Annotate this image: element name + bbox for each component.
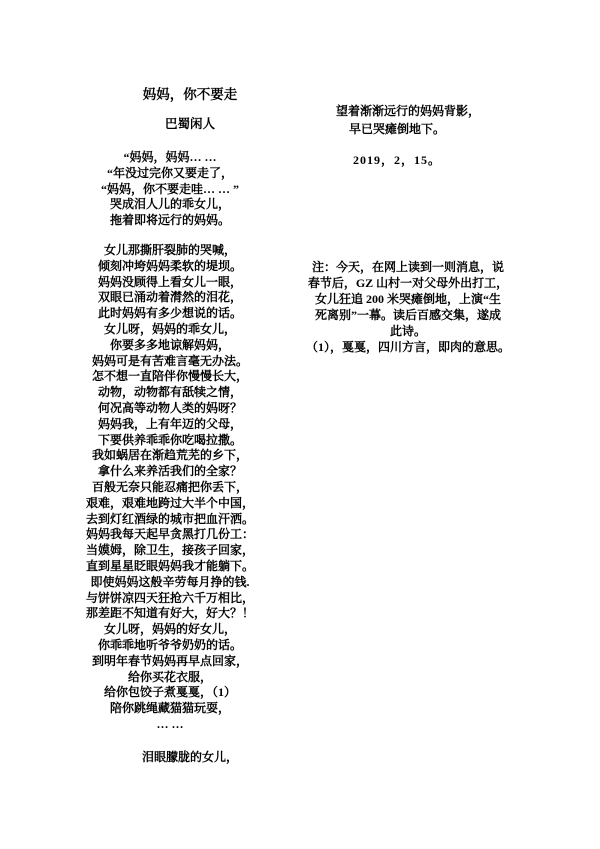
poem-line: 下要供养乖乖你吃喝拉撒。 [97, 432, 242, 447]
note-line: 春节后，GZ 山村一对父母外出打工， [307, 276, 509, 290]
poem-line: 妈妈我，上有年迈的父母， [97, 416, 242, 431]
poem-date: 2019，2，15。 [352, 153, 441, 167]
poem-line: “年没过完你又要走了， [106, 165, 233, 180]
poem-line: 那差距不知道有好大，好大？！ [85, 606, 254, 621]
poem-line: 给你买花衣服， [127, 669, 212, 684]
poem-line: 百般无奈只能忍痛把你丢下， [91, 479, 248, 494]
poem-line: 此时妈妈有多少想说的话。 [97, 306, 242, 321]
poem-line: 女儿呀，妈妈的好女儿， [103, 622, 236, 637]
poem-stanza-1 [40, 150, 300, 229]
poem-line: 拖着即将远行的妈妈。 [109, 213, 230, 228]
note-line: 注：今天，在网上读到一则消息，说 [311, 260, 504, 274]
poem-line: 怎不想一直陪伴你慢慢长大， [91, 369, 248, 384]
poem-line: 何况高等动物人类的妈呀？ [97, 400, 242, 415]
poem-line: 你要多多地谅解妈妈， [109, 337, 230, 352]
poem-line: 即使妈妈这般辛劳每月挣的钱. [90, 574, 250, 589]
poem-line: 直到星星眨眼妈妈我才能躺下。 [85, 558, 254, 573]
poem-line: 陪你跳绳藏猫猫玩耍， [109, 701, 230, 716]
poem-line: 女儿呀，妈妈的乖女儿， [103, 321, 236, 336]
poem-line: “妈妈，你不要走哇… … ” [100, 181, 239, 196]
poem-line: 与饼饼凉四天狂抢六千万相比， [85, 590, 254, 605]
poem-line: 哭成泪人儿的乖女儿， [109, 197, 230, 212]
poem-note [303, 259, 513, 355]
note-line: 死离别”一幕。读后百感交集，遂成 [314, 308, 501, 322]
poem-line: 女儿那撕肝裂肺的哭喊， [103, 243, 236, 257]
note-line: 此诗。 [389, 324, 426, 338]
poem-line: 望着渐渐远行的妈妈背影， [335, 104, 480, 118]
poem-author: 巴蜀闲人 [164, 117, 215, 131]
poem-line: 双眼已涌动着潸然的泪花， [97, 290, 242, 305]
poem-line: 倾刻冲垮妈妈柔软的堤坝。 [97, 258, 242, 273]
poem-line: 动物，动物都有舐犊之情， [97, 385, 242, 400]
poem-line: 当嫫姆，除卫生，接孩子回家， [85, 543, 254, 558]
poem-line: 艰难，艰难地跨过大半个中国， [85, 495, 254, 510]
poem-line: 拿什么来养活我们的全家？ [97, 464, 242, 479]
poem-line: “妈妈，妈妈… … [123, 150, 217, 164]
poem-line: 你乖乖地听爷爷奶奶的话。 [97, 637, 242, 652]
poem-line: 妈妈我每天起早贪黑打几份工： [85, 527, 254, 542]
poem-title: 妈妈，你不要走 [142, 87, 238, 102]
poem-line: 我如蜗居在渐趋荒芜的乡下， [91, 448, 248, 463]
poem-line: … … [156, 716, 184, 731]
poem-line: 妈妈没顾得上看女儿一眼， [97, 274, 242, 289]
poem-line: 到明年春节妈妈再早点回家， [91, 653, 248, 668]
poem-ending [303, 103, 513, 138]
poem-line: 给你包饺子煮戛戛，（1） [103, 685, 236, 700]
poem-line: 早已哭瘫倒地下。 [348, 121, 445, 136]
note-line: （1），戛戛，四川方言，即肉的意思。 [305, 340, 510, 354]
poem-line: 去到灯红酒绿的城市把血汗洒。 [85, 511, 254, 526]
poem-stanza-2 [40, 243, 300, 733]
note-line: 女儿狂追 200 米哭瘫倒地，上演“生 [314, 292, 501, 306]
poem-line: 妈妈可是有苦难言毫无办法。 [91, 353, 248, 368]
poem-closing-line: 泪眼朦胧的女儿， [141, 750, 238, 764]
